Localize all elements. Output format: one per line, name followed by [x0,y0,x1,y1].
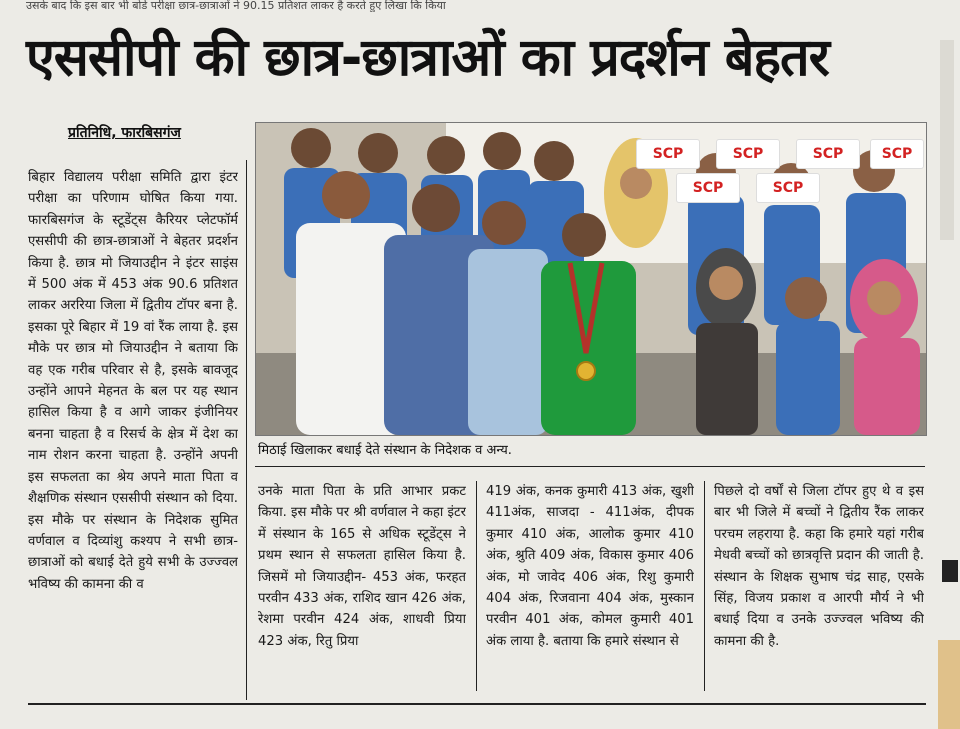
banner-logo: SCP [796,139,860,169]
left-edge-fragment [0,100,14,729]
column-divider [704,481,705,691]
banner-logo: SCP [676,173,740,203]
banner-logo: SCP [756,173,820,203]
right-edge-fragment [932,0,960,729]
bottom-rule [28,703,926,705]
article-column-3: 419 अंक, कनक कुमारी 413 अंक, खुशी 411अंक, साजदा - 411अंक, दीपक कुमार 410 अंक, आलोक कुमार 410 अंक, श्रुति 409 अंक, विकास कुमार 406 अंक, मो जावेद 406 अंक, रिशु कुमारी 404 अंक, रिजवाना 404 अंक, मुस्कान परवीन 401 अंक, कोमल कुमारी 401 अंक लाया है. बताया कि हमारे संस्थान से [486,484,694,649]
article-column-4: पिछले दो वर्षों से जिला टॉपर हुए थे व इस बार भी जिले में बच्चों ने द्वितीय रैंक लाकर परचम लहराया है. कहा कि हमारे यहां गरीब मेधवी बच्चों को छात्रवृत्ति प्रदान की जाती है. संस्थान के शिक्षक सुभाष चंद्र साह, एसके सिंह, विजय प्रकाश व आरपी मौर्य ने भी बधाई दिया व उनके उज्ज्वल भविष्य की कामना की है. [714,484,924,649]
column-divider [246,160,247,700]
photo-illustration [256,123,926,435]
byline: प्रतिनिधि, फारबिसगंज [68,125,181,141]
column-divider [476,481,477,691]
banner-logo: SCP [636,139,700,169]
banner-logo: SCP [870,139,924,169]
banner-logo: SCP [716,139,780,169]
headline: एससीपी की छात्र-छात्राओं का प्रदर्शन बेहतर [26,28,829,88]
article-column-2: उनके माता पिता के प्रति आभार प्रकट किया. इस मौके पर श्री वर्णवाल ने कहा इंटर में संस्थान के 165 से अधिक स्टूडेंट्स ने प्रथम स्थान से सफलता हासिल किया है. जिसमें मो जियाउद्दीन- 453 अंक, फरहत परवीन 433 अंक, राशिद खान 426 अंक, रेशमा परवीन 424 अंक, शाधवी प्रिया 423 अंक, रितु प्रिया [258,484,466,649]
photo-caption: मिठाई खिलाकर बधाई देते संस्थान के निदेशक व अन्य. [258,443,512,458]
article-column-1: बिहार विद्यालय परीक्षा समिति द्वारा इंटर परीक्षा का परिणाम घोषित किया गया. फारबिसगंज के स्टूडेंट्स कैरियर प्लेटफॉर्म एससीपी की छात्र-छात्राओं ने बेहतर प्रदर्शन किया है. छात्र मो जियाउद्दीन ने इंटर साइंस में 500 अंक में 453 अंक 90.6 प्रतिशत लाकर अररिया जिला में द्वितीय टॉपर बना है. इसका पूरे बिहार में 19 वां रैंक लाया है. इस मौके पर छात्र मो जियाउद्दीन ने बताया कि वह एक गरीब परिवार से है, इसके बावजूद उन्होंने आपने मेहनत के बल पर यह स्थान हासिल किया है व आगे जाकर इंजीनियर बनना चाहता है व रिसर्च के क्षेत्र में देश का नाम रोशन करना चाहता है. उन्होंने अपनी इस सफलता का श्रेय अपने माता पिता व शैक्षणिक संस्थान एससीपी संस्थान को दिया. इस मौके पर संस्थान के निदेशक सुमित वर्णवाल व दिव्यांशु कश्यप ने सभी छात्र-छात्राओं को बधाई देते हुये सभी के उज्ज्वल भविष्य की कामना की व [28,170,238,592]
previous-article-strip: उसके बाद कि इस बार भी बोर्ड परीक्षा छात्र-छात्राओं ने 90.15 प्रतिशत लाकर है करते हुए लिखा कि किया [26,0,446,12]
news-photo [255,122,927,436]
caption-rule [255,466,925,467]
